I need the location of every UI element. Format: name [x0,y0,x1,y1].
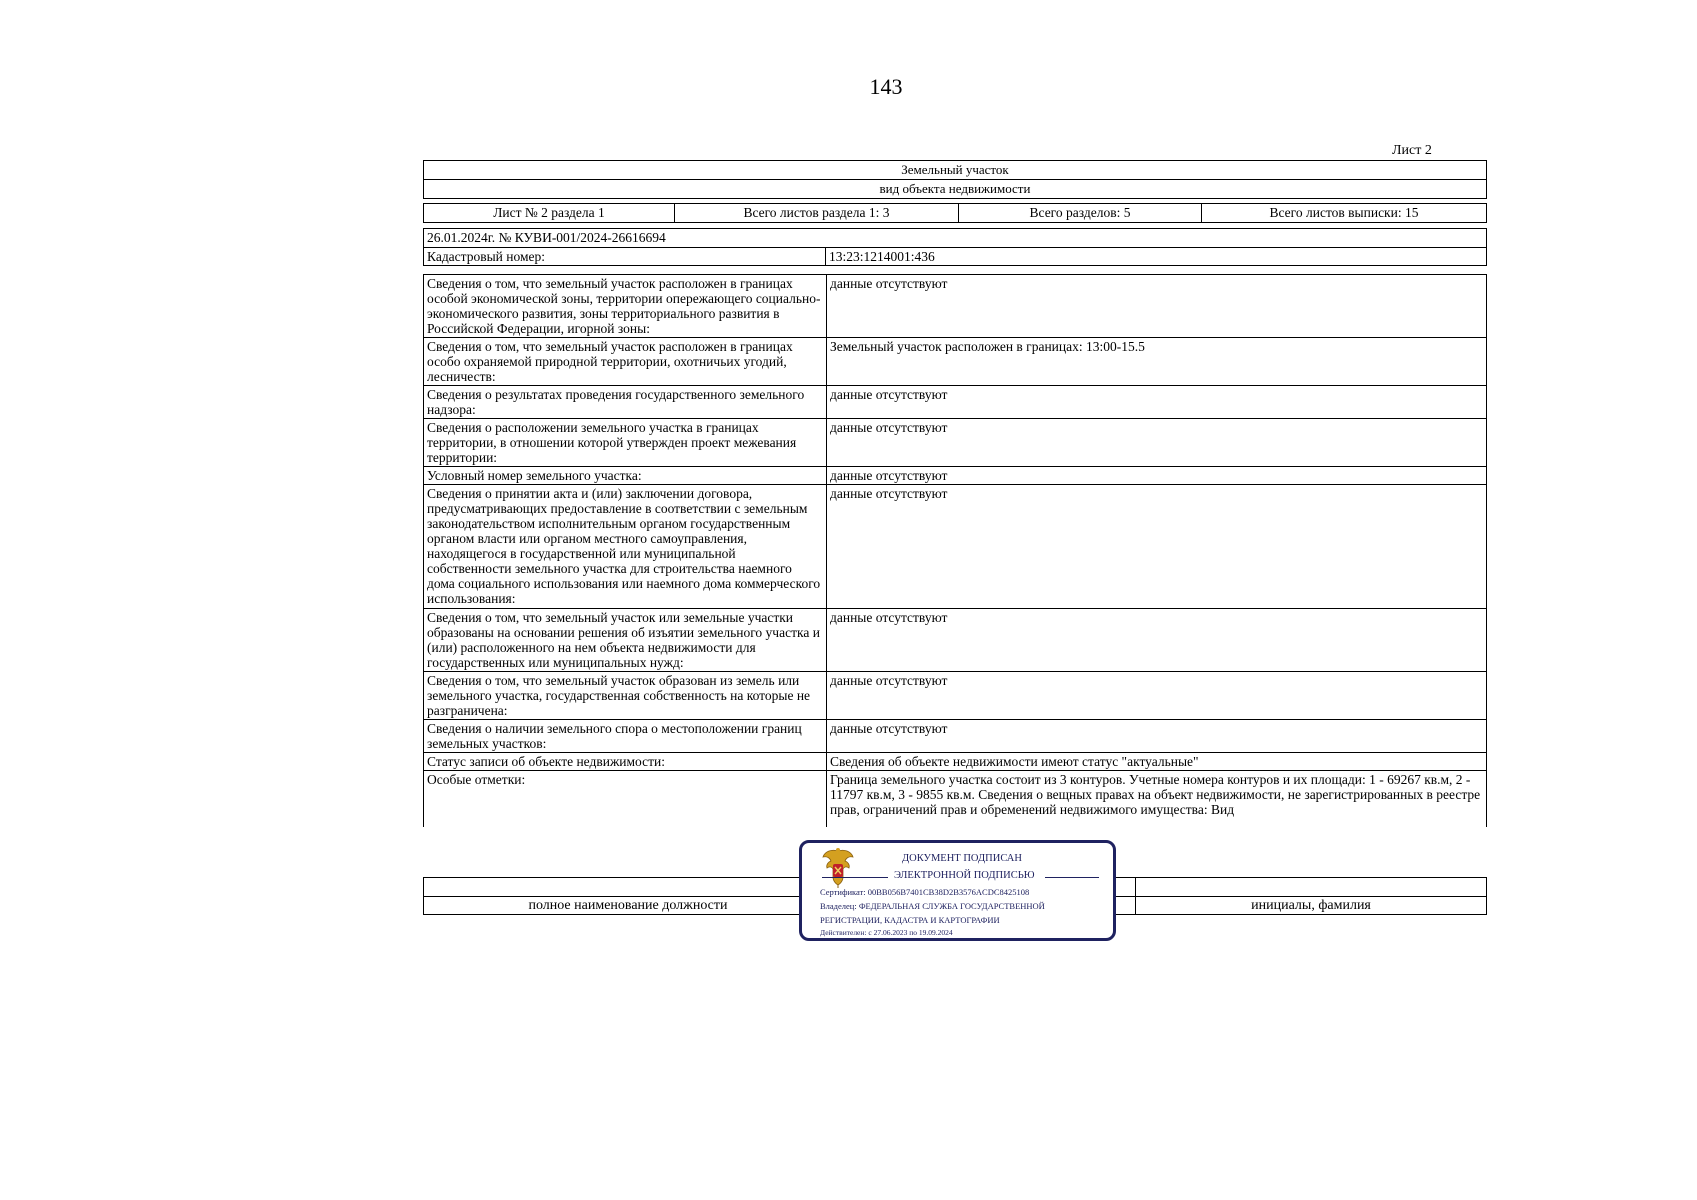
object-kind-caption: вид объекта недвижимости [424,179,1486,198]
row-label: Условный номер земельного участка: [424,467,827,485]
total-sheets-extract: Всего листов выписки: 15 [1269,205,1419,220]
row-label: Сведения о результатах проведения государственного земельного надзора: [424,386,827,419]
stamp-certificate: Сертификат: 00BB056B7401CB38D2B3576ACDC8425108 [820,887,1030,897]
table-row [424,386,1487,419]
table-row [424,419,1487,467]
table-row [424,720,1487,753]
row-value: данные отсутствуют [827,386,1487,419]
sheet-label: Лист 2 [1392,143,1432,158]
row-value: данные отсутствуют [827,419,1487,467]
identification-box [423,228,1487,266]
stamp-owner-2: РЕГИСТРАЦИИ, КАДАСТРА И КАРТОГРАФИИ [820,915,1000,925]
row-label: Сведения о наличии земельного спора о местоположении границ земельных участков: [424,720,827,753]
row-value: данные отсутствуют [827,467,1487,485]
stamp-rule [1045,877,1099,878]
row-label: Сведения о расположении земельного участка в границах территории, в отношении которой утвержден проект межевания территории: [424,419,827,467]
object-name: Земельный участок [901,162,1009,177]
row-value: Сведения об объекте недвижимости имеют статус "актуальные" [827,753,1487,771]
row-label: Сведения о принятии акта и (или) заключении договора, предусматривающих предоставление в соответствии с земельным законодательством исполнительным органом государственным органом власти или органом местного самоуправления, находящегося в государственной или муниципальной собственности земельного участка для строительства наемного дома социального использования или наемного дома коммерческого использования: [424,485,827,609]
row-label: Сведения о том, что земельный участок расположен в границах особой экономической зоны, территории опережающего социально-экономического развития, зоны территориального развития в Российской Федерации, игорной зоны: [424,275,827,338]
row-value: данные отсутствуют [827,672,1487,720]
total-sections: Всего разделов: 5 [959,204,1202,222]
sheet-of-section: Лист № 2 раздела 1 [424,204,675,222]
sheets-info-box [423,203,1487,223]
stamp-owner-1: Владелец: ФЕДЕРАЛЬНАЯ СЛУЖБА ГОСУДАРСТВЕННОЙ [820,901,1045,911]
row-value: данные отсутствуют [827,609,1487,672]
table-row [424,467,1487,485]
cadastral-label: Кадастровый номер: [424,248,826,265]
position-caption: полное наименование должности [528,898,728,913]
table-row [424,338,1487,386]
cadastral-value: 13:23:1214001:436 [829,249,935,264]
row-value: Граница земельного участка состоит из 3 контуров. Учетные номера контуров и их площади: 1 - 69267 кв.м, 2 - 11797 кв.м, 3 - 9855 кв.м. Сведения о вещных правах на объект недвижимости, не зарегистрированных в реестре прав, ограничений прав и обременений недвижимого имущества: Вид [827,771,1487,841]
row-value: Земельный участок расположен в границах: 13:00-15.5 [827,338,1487,386]
total-sheets-section: Всего листов раздела 1: 3 [675,204,959,222]
row-value: данные отсутствуют [827,485,1487,609]
stamp-line-1: ДОКУМЕНТ ПОДПИСАН [902,853,1022,864]
row-label: Статус записи об объекте недвижимости: [424,753,827,771]
row-value: данные отсутствуют [827,275,1487,338]
row-label: Особые отметки: [424,771,827,841]
stamp-line-2: ЭЛЕКТРОННОЙ ПОДПИСЬЮ [894,870,1035,881]
object-title-box [423,160,1487,199]
coat-of-arms-icon [820,847,856,889]
table-row [424,609,1487,672]
stamp-rule [822,877,888,878]
page-number: 143 [869,74,903,99]
row-label: Сведения о том, что земельный участок образован из земель или земельного участка, государственная собственность на которые не разграничена: [424,672,827,720]
table-row [424,672,1487,720]
table-row [424,275,1487,338]
details-table [423,274,1487,841]
row-value: данные отсутствуют [827,720,1487,753]
row-label: Сведения о том, что земельный участок расположен в границах особо охраняемой природной территории, охотничьих угодий, лесничеств: [424,338,827,386]
name-caption: инициалы, фамилия [1251,898,1371,913]
cadastral-row [424,247,1486,265]
row-label: Сведения о том, что земельный участок или земельные участки образованы на основании решения об изъятии земельного участка и (или) расположенного на нем объекта недвижимости для государственных или муниципальных нужд: [424,609,827,672]
date-number: 26.01.2024г. № КУВИ-001/2024-26616694 [427,230,666,245]
table-row [424,753,1487,771]
table-row [424,485,1487,609]
electronic-signature-stamp [799,840,1116,941]
stamp-validity: Действителен: с 27.06.2023 по 19.09.2024 [820,928,953,937]
